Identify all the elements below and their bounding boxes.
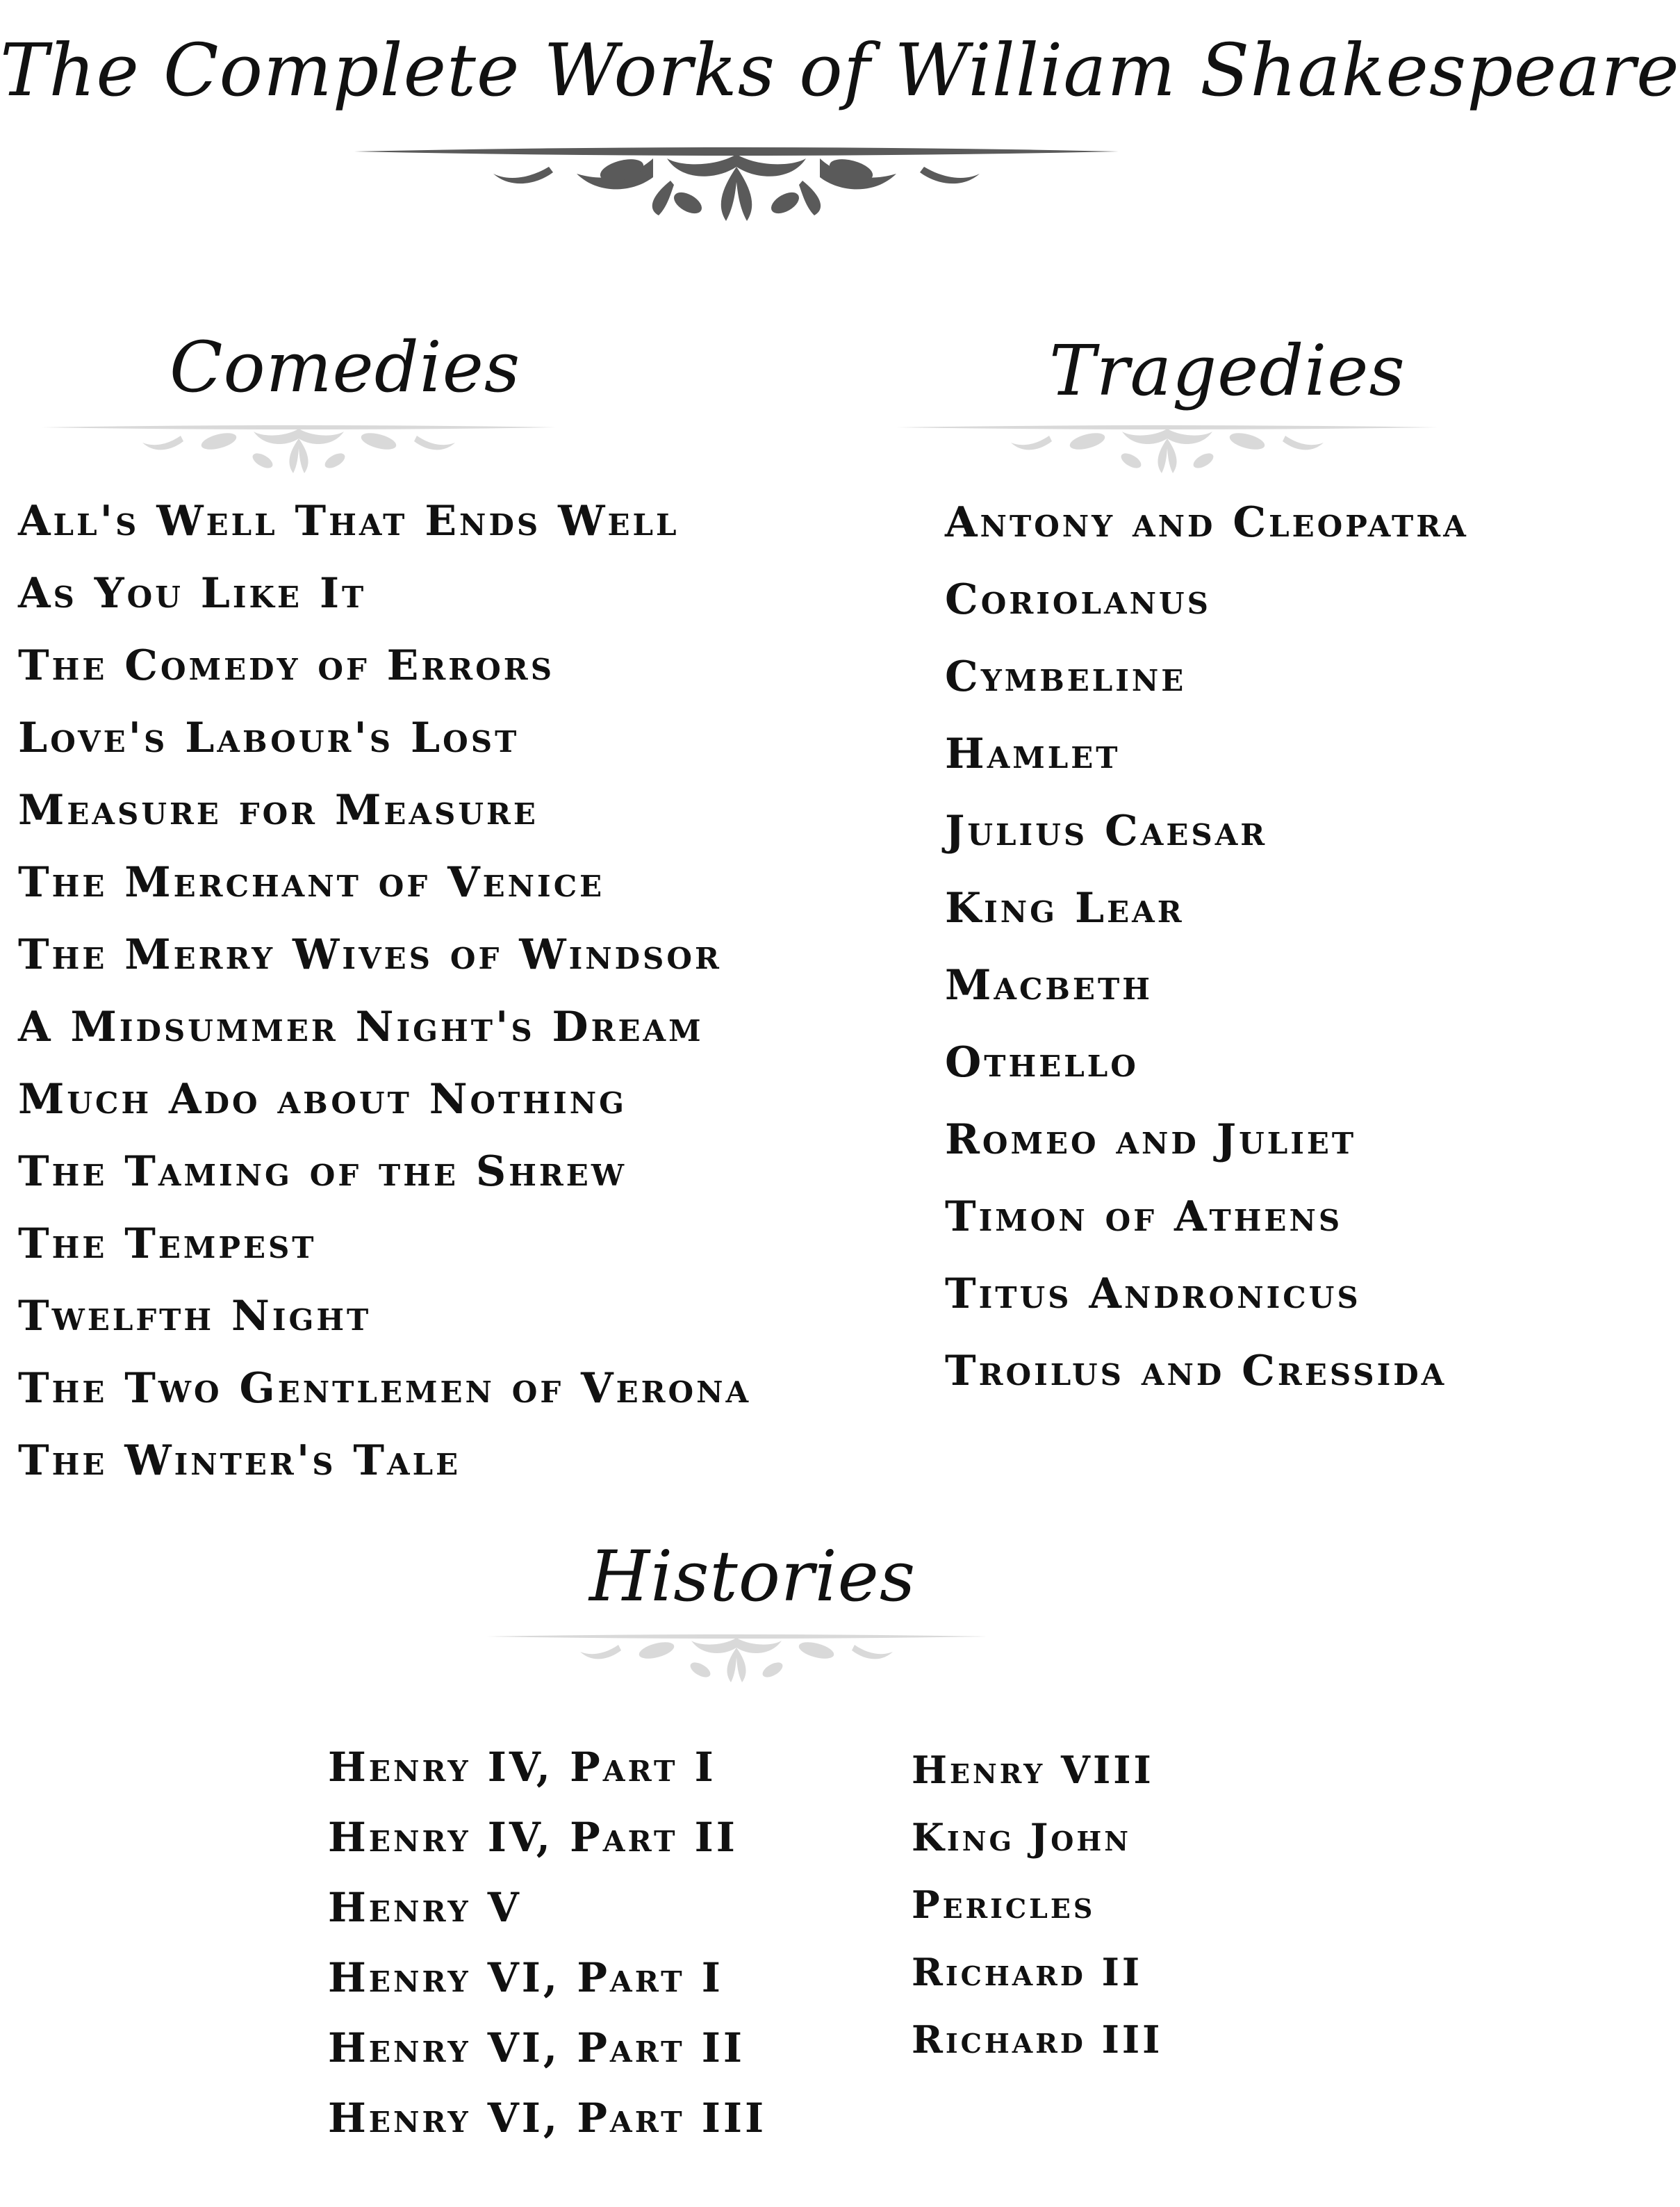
tragedy-title: Julius Caesar [945, 807, 1268, 855]
comedy-title: The Tempest [18, 1220, 317, 1268]
comedy-title: A Midsummer Night's Dream [18, 1003, 704, 1051]
tragedy-title: Othello [945, 1038, 1139, 1087]
comedy-title: Measure for Measure [18, 786, 538, 835]
comedy-title: As You Like It [18, 569, 367, 618]
comedy-title: Twelfth Night [18, 1292, 372, 1340]
history-title: Henry VI, Part II [328, 2024, 746, 2071]
history-title: Henry VIII [912, 1748, 1154, 1792]
history-title: Henry V [328, 1884, 522, 1931]
history-title: Pericles [912, 1882, 1096, 1927]
title-flourish-ornament [354, 139, 1119, 229]
tragedies-list [945, 495, 1469, 1420]
comedy-title: The Comedy of Errors [18, 641, 555, 690]
comedy-title: The Two Gentlemen of Verona [18, 1364, 752, 1413]
tragedies-heading: Tragedies [1049, 330, 1406, 411]
comedy-title: The Merchant of Venice [18, 858, 605, 907]
history-title: Richard III [912, 2017, 1163, 2062]
comedy-title: All's Well That Ends Well [18, 497, 680, 545]
comedies-ornament [42, 420, 556, 476]
comedy-title: The Winter's Tale [18, 1436, 461, 1485]
history-title: King John [912, 1815, 1131, 1860]
page-title: The Complete Works of William Shakespeare [0, 28, 1680, 113]
tragedy-title: Hamlet [945, 730, 1121, 778]
histories-ornament [486, 1630, 987, 1685]
history-title: Henry IV, Part II [328, 1814, 738, 1861]
comedy-title: The Taming of the Shrew [18, 1147, 627, 1196]
histories-list-column-1 [328, 1740, 766, 2161]
tragedy-title: Romeo and Juliet [945, 1115, 1357, 1164]
tragedy-title: Coriolanus [945, 575, 1211, 624]
comedies-heading: Comedies [170, 327, 521, 408]
history-title: Henry VI, Part III [328, 2094, 767, 2142]
tragedy-title: Cymbeline [945, 653, 1187, 701]
history-title: Henry IV, Part I [328, 1744, 716, 1791]
tragedy-title: Antony and Cleopatra [945, 498, 1469, 547]
tragedy-title: Titus Andronicus [945, 1270, 1361, 1318]
histories-list-column-2 [912, 1744, 1162, 2081]
tragedy-title: Timon of Athens [945, 1192, 1343, 1241]
tragedy-title: Macbeth [945, 961, 1153, 1010]
tragedy-title: King Lear [945, 884, 1185, 933]
histories-heading: Histories [589, 1536, 916, 1617]
comedies-list [18, 493, 751, 1505]
history-title: Henry VI, Part I [328, 1954, 723, 2001]
tragedy-title: Troilus and Cressida [945, 1347, 1447, 1395]
history-title: Richard II [912, 1950, 1143, 1994]
comedy-title: The Merry Wives of Windsor [18, 930, 722, 979]
comedy-title: Love's Labour's Lost [18, 714, 520, 762]
comedy-title: Much Ado about Nothing [18, 1075, 627, 1124]
tragedies-ornament [896, 420, 1438, 476]
